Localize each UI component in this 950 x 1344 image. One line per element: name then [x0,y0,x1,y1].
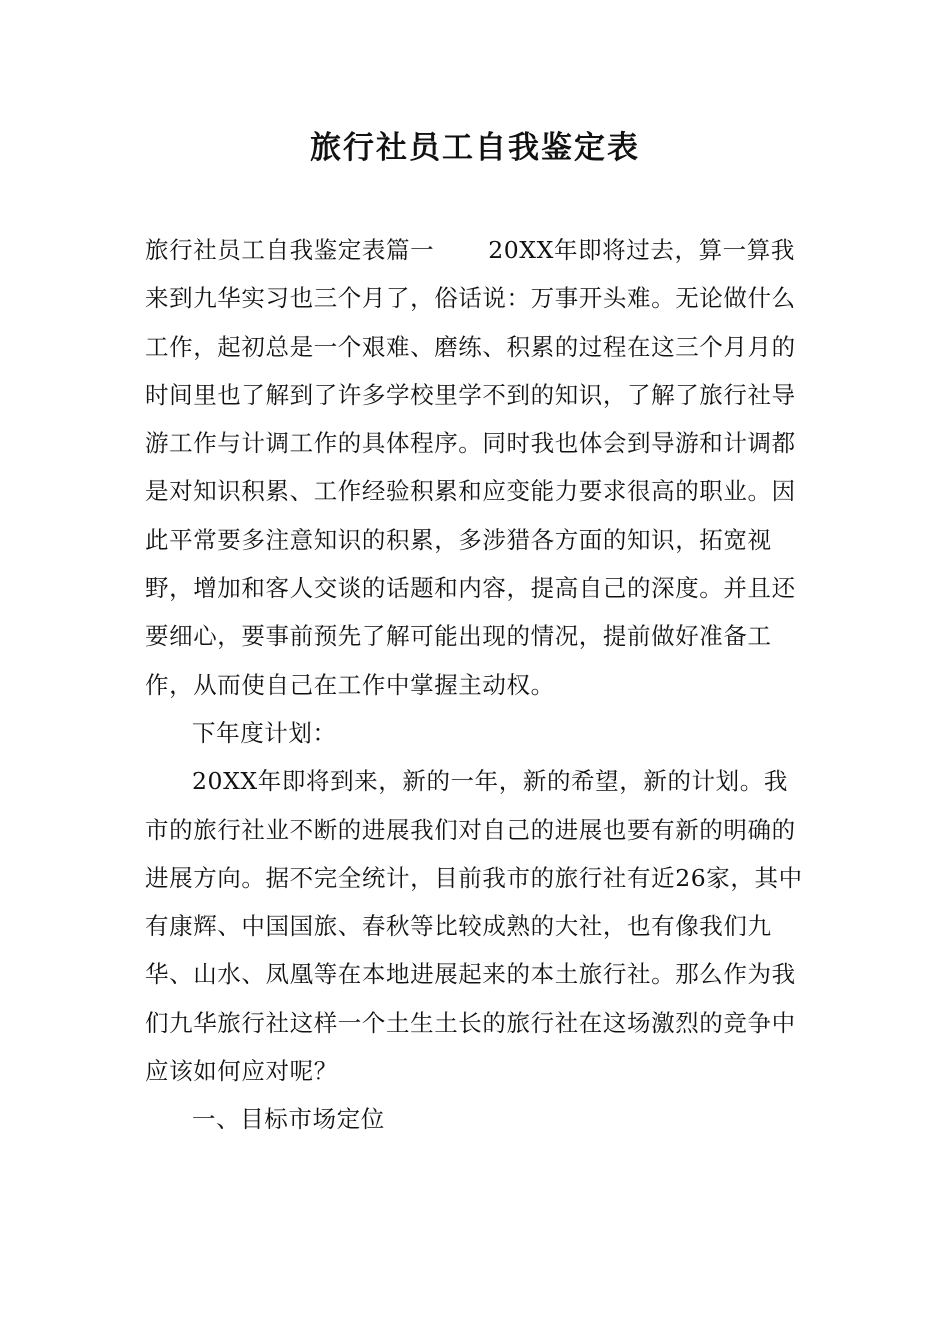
plan-heading: 下年度计划： [192,718,337,747]
section-1-heading: 一、目标市场定位 [192,1105,385,1134]
document-title: 旅行社员工自我鉴定表 [310,130,640,166]
document-body [145,226,809,1144]
paragraph-intro [145,226,809,709]
paragraph-1-text: 20XX年即将过去，算一算我来到九华实习也三个月了，俗话说：万事开头难。无论做什么工作，起初总是一个艰难、磨练、积累的过程在这三个月月的时间里也了解到了许多学校里学不到的知识，了解了旅行社导游工作与计调工作的具体程序。同时我也体会到导游和计调都是对知识积累、工作经验积累和应变能力要求很高的职业。因此平常要多注意知识的积累，多涉猎各方面的知识，拓宽视野，增加和客人交谈的话题和内容，提高自己的深度。并且还要细心，要事前预先了解可能出现的情况，提前做好准备工作，从而使自己在工作中掌握主动权。 [145,236,796,699]
intro-heading: 旅行社员工自我鉴定表篇一 [145,236,435,264]
paragraph-2: 20XX年即将到来，新的一年，新的希望，新的计划。我市的旅行社业不断的进展我们对自己的进展也要有新的明确的进展方向。据不完全统计，目前我市的旅行社有近26家，其中有康辉、中国国旅、春秋等比较成熟的大社，也有像我们九华、山水、凤凰等在本地进展起来的本土旅行社。那么作为我们九华旅行社这样一个土生土长的旅行社在这场激烈的竞争中应该如何应对呢？ [145,767,803,1086]
